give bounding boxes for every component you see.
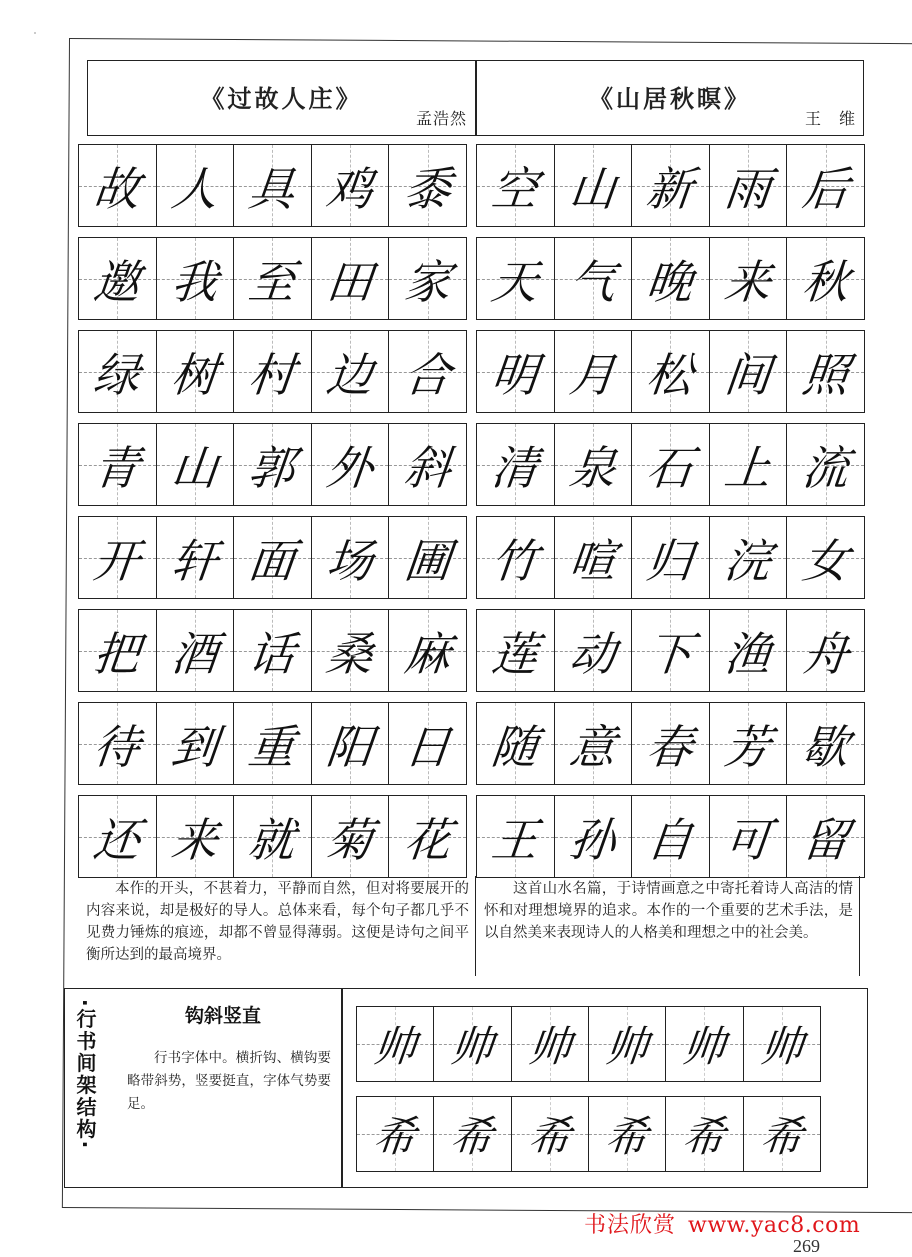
practice-cell (434, 1007, 511, 1081)
calligraphy-character: 鸡 (323, 161, 376, 216)
grid-cell (710, 145, 788, 226)
commentary-left (80, 876, 476, 976)
lesson-text (127, 1047, 331, 1116)
calligraphy-character: 随 (489, 719, 541, 774)
calligraphy-character: 菊 (323, 812, 376, 867)
practice-character: 帅 (603, 1022, 651, 1071)
grid-cell (79, 703, 157, 784)
calligraphy-character: 话 (246, 626, 299, 681)
practice-cell (744, 1097, 820, 1171)
grid-cell (787, 703, 864, 784)
grid-cell (710, 517, 788, 598)
grid-cell (477, 331, 555, 412)
grid-cell (555, 331, 633, 412)
calligraphy-character: 喧 (566, 533, 619, 588)
grid-row (78, 702, 467, 785)
grid-cell (477, 145, 555, 226)
calligraphy-character: 轩 (168, 533, 221, 588)
grid-cell (312, 424, 390, 505)
grid-cell (632, 424, 710, 505)
grid-cell (555, 703, 633, 784)
calligraphy-character: 自 (644, 812, 697, 867)
practice-character: 希 (603, 1112, 651, 1161)
practice-cell (589, 1097, 666, 1171)
lesson-description: 行书字体中。横折钩、横钩要略带斜势，竖要挺直，字体气势要足。 (127, 1050, 331, 1112)
calligraphy-character: 天 (489, 254, 541, 309)
calligraphy-character: 空 (489, 161, 541, 216)
calligraphy-character: 到 (168, 719, 221, 774)
calligraphy-character: 郭 (246, 440, 299, 495)
calligraphy-character: 田 (323, 254, 376, 309)
calligraphy-character: 具 (246, 161, 299, 216)
calligraphy-character: 待 (91, 719, 143, 774)
grid-cell (234, 610, 312, 691)
calligraphy-character: 圃 (401, 533, 454, 588)
practice-cell (666, 1097, 743, 1171)
calligraphy-character: 晚 (644, 254, 697, 309)
grid-cell (389, 331, 466, 412)
poem-header-guo-gu-ren-zhuang (87, 60, 476, 136)
grid-cell (157, 610, 235, 691)
grid-row (476, 423, 865, 506)
grid-cell (157, 796, 235, 877)
calligraphy-character: 山 (566, 161, 619, 216)
poem-title: 《过故人庄》 (200, 85, 363, 113)
grid-cell (79, 331, 157, 412)
calligraphy-character: 桑 (323, 626, 376, 681)
calligraphy-character: 下 (644, 626, 697, 681)
grid-cell (79, 517, 157, 598)
grid-row (78, 237, 467, 320)
practice-row-xi (356, 1096, 821, 1172)
practice-cell (357, 1097, 434, 1171)
calligraphy-character: 家 (401, 254, 454, 309)
grid-cell (157, 145, 235, 226)
lesson-box (64, 988, 342, 1188)
grid-cell (389, 517, 466, 598)
grid-cell (477, 796, 555, 877)
practice-panel (342, 988, 868, 1188)
poem-author: 孟浩然 (415, 109, 467, 128)
practice-cell (434, 1097, 511, 1171)
grid-cell (787, 331, 864, 412)
grid-cell (477, 238, 555, 319)
grid-cell (234, 703, 312, 784)
calligraphy-character: 芳 (721, 719, 774, 774)
grid-cell (79, 796, 157, 877)
grid-cell (389, 610, 466, 691)
character-grid-left (78, 144, 467, 878)
calligraphy-character: 女 (799, 533, 852, 588)
calligraphy-character: 外 (323, 440, 376, 495)
grid-row (476, 609, 865, 692)
calligraphy-character: 树 (168, 347, 221, 402)
grid-cell (787, 517, 864, 598)
calligraphy-character: 间 (721, 347, 774, 402)
grid-row (476, 702, 865, 785)
calligraphy-character: 后 (799, 161, 852, 216)
calligraphy-character: 留 (799, 812, 852, 867)
grid-cell (787, 238, 864, 319)
grid-row (476, 144, 865, 227)
calligraphy-character: 把 (91, 626, 143, 681)
calligraphy-character: 松 (644, 347, 697, 402)
grid-cell (157, 238, 235, 319)
grid-row (78, 609, 467, 692)
calligraphy-character: 春 (644, 719, 697, 774)
grid-cell (477, 610, 555, 691)
calligraphy-character: 人 (168, 161, 221, 216)
grid-cell (632, 517, 710, 598)
calligraphy-character: 归 (644, 533, 697, 588)
section-label: ·行书间架结构· (73, 999, 97, 1151)
practice-character: 帅 (525, 1022, 574, 1071)
calligraphy-character: 明 (489, 347, 541, 402)
grid-cell (234, 424, 312, 505)
grid-cell (787, 145, 864, 226)
calligraphy-character: 流 (799, 440, 852, 495)
grid-cell (79, 610, 157, 691)
calligraphy-character: 孙 (566, 812, 619, 867)
grid-row (78, 144, 467, 227)
grid-cell (787, 796, 864, 877)
grid-cell (389, 703, 466, 784)
grid-cell (710, 331, 788, 412)
grid-cell (234, 517, 312, 598)
scan-speck (34, 32, 36, 34)
practice-cell (512, 1097, 589, 1171)
grid-cell (710, 703, 788, 784)
grid-cell (555, 796, 633, 877)
grid-row (78, 330, 467, 413)
calligraphy-character: 麻 (401, 626, 454, 681)
calligraphy-character: 边 (323, 347, 376, 402)
calligraphy-character: 舟 (799, 626, 852, 681)
grid-row (476, 516, 865, 599)
calligraphy-character: 歇 (799, 719, 852, 774)
grid-cell (234, 331, 312, 412)
grid-cell (389, 145, 466, 226)
grid-cell (710, 424, 788, 505)
lesson-title: 钩斜竖直 (184, 1005, 261, 1027)
calligraphy-character: 面 (246, 533, 299, 588)
grid-row (78, 795, 467, 878)
poem-header-shan-ju-qiu-ming (476, 60, 873, 136)
grid-cell (79, 145, 157, 226)
poem-author: 王维 (804, 109, 873, 128)
calligraphy-character: 来 (168, 812, 221, 867)
grid-cell (787, 424, 864, 505)
calligraphy-character: 莲 (489, 626, 541, 681)
practice-cell (666, 1007, 743, 1081)
calligraphy-character: 清 (489, 440, 541, 495)
practice-character: 帅 (371, 1022, 419, 1071)
grid-cell (555, 424, 633, 505)
grid-cell (632, 610, 710, 691)
calligraphy-character: 青 (91, 440, 143, 495)
calligraphy-character: 泉 (566, 440, 619, 495)
calligraphy-character: 月 (566, 347, 619, 402)
watermark (584, 1208, 860, 1239)
grid-cell (555, 610, 633, 691)
calligraphy-character: 可 (721, 812, 774, 867)
calligraphy-character: 竹 (489, 533, 541, 588)
grid-row (476, 330, 865, 413)
grid-cell (234, 145, 312, 226)
grid-cell (157, 703, 235, 784)
grid-cell (632, 796, 710, 877)
calligraphy-character: 来 (721, 254, 774, 309)
calligraphy-character: 故 (91, 161, 143, 216)
grid-cell (632, 331, 710, 412)
grid-cell (312, 796, 390, 877)
calligraphy-character: 场 (323, 533, 376, 588)
grid-row (476, 795, 865, 878)
calligraphy-character: 意 (566, 719, 619, 774)
commentary-text: 本作的开头，不甚着力，平静而自然，但对将要展开的内容来说，却是极好的导人。总体来看，每个句子都几乎不见费力锤炼的痕迹，却都不曾显得薄弱。这便是诗句之间平衡所达到的最高境界。 (86, 881, 469, 963)
grid-cell (632, 703, 710, 784)
grid-cell (312, 517, 390, 598)
practice-character: 希 (371, 1112, 419, 1161)
calligraphy-character: 重 (246, 719, 299, 774)
calligraphy-character: 日 (401, 719, 454, 774)
grid-cell (632, 238, 710, 319)
calligraphy-character: 村 (246, 347, 299, 402)
calligraphy-character: 气 (566, 254, 619, 309)
poem-title: 《山居秋暝》 (589, 85, 751, 113)
calligraphy-character: 黍 (401, 161, 454, 216)
grid-cell (389, 796, 466, 877)
calligraphy-character: 渔 (721, 626, 774, 681)
grid-cell (710, 610, 788, 691)
practice-character: 帅 (757, 1022, 806, 1071)
practice-character: 希 (525, 1112, 574, 1161)
calligraphy-character: 我 (168, 254, 221, 309)
grid-cell (555, 517, 633, 598)
practice-character: 帅 (680, 1022, 728, 1071)
grid-cell (389, 238, 466, 319)
grid-row (78, 423, 467, 506)
calligraphy-character: 照 (799, 347, 852, 402)
watermark-url: www.yac8.com (688, 1213, 861, 1238)
grid-cell (787, 610, 864, 691)
grid-cell (555, 145, 633, 226)
grid-cell (157, 331, 235, 412)
calligraphy-character: 石 (644, 440, 697, 495)
calligraphy-character: 邀 (91, 254, 143, 309)
grid-cell (312, 238, 390, 319)
grid-cell (312, 610, 390, 691)
calligraphy-character: 开 (91, 533, 143, 588)
grid-cell (79, 424, 157, 505)
grid-row (476, 237, 865, 320)
page-number: 269 (793, 1236, 820, 1256)
grid-cell (157, 424, 235, 505)
grid-cell (312, 331, 390, 412)
grid-cell (79, 238, 157, 319)
practice-row-shuai (356, 1006, 821, 1082)
calligraphy-character: 王 (489, 812, 541, 867)
grid-cell (555, 238, 633, 319)
grid-cell (477, 517, 555, 598)
calligraphy-character: 浣 (721, 533, 774, 588)
grid-cell (312, 145, 390, 226)
commentary-text: 这首山水名篇，于诗情画意之中寄托着诗人高洁的情怀和对理想境界的追求。本作的一个重要的艺术手法，是以自然美来表现诗人的人格美和理想之中的社会美。 (484, 881, 853, 941)
grid-cell (477, 424, 555, 505)
calligraphy-character: 合 (401, 347, 454, 402)
grid-cell (234, 238, 312, 319)
grid-cell (234, 796, 312, 877)
watermark-cn: 书法欣赏 (584, 1213, 677, 1238)
grid-cell (710, 238, 788, 319)
grid-row (78, 516, 467, 599)
character-grid-right (476, 144, 865, 878)
calligraphy-character: 酒 (168, 626, 221, 681)
grid-cell (157, 517, 235, 598)
calligraphy-character: 斜 (401, 440, 454, 495)
calligraphy-character: 阳 (323, 719, 376, 774)
calligraphy-character: 至 (246, 254, 299, 309)
practice-character: 希 (680, 1112, 728, 1161)
calligraphy-character: 山 (168, 440, 221, 495)
practice-cell (512, 1007, 589, 1081)
practice-cell (744, 1007, 820, 1081)
calligraphy-character: 新 (644, 161, 697, 216)
calligraphy-character: 就 (246, 812, 299, 867)
calligraphy-character: 雨 (721, 161, 774, 216)
calligraphy-character: 动 (566, 626, 619, 681)
calligraphy-character: 花 (401, 812, 454, 867)
practice-cell (589, 1007, 666, 1081)
calligraphy-character: 上 (721, 440, 774, 495)
practice-character: 帅 (448, 1022, 496, 1071)
grid-cell (710, 796, 788, 877)
practice-character: 希 (757, 1112, 806, 1161)
calligraphy-character: 秋 (799, 254, 852, 309)
commentary-right (478, 876, 860, 976)
calligraphy-character: 绿 (91, 347, 143, 402)
practice-character: 希 (448, 1112, 496, 1161)
calligraphy-character: 还 (91, 812, 143, 867)
grid-cell (312, 703, 390, 784)
grid-cell (632, 145, 710, 226)
practice-cell (357, 1007, 434, 1081)
grid-cell (477, 703, 555, 784)
grid-cell (389, 424, 466, 505)
